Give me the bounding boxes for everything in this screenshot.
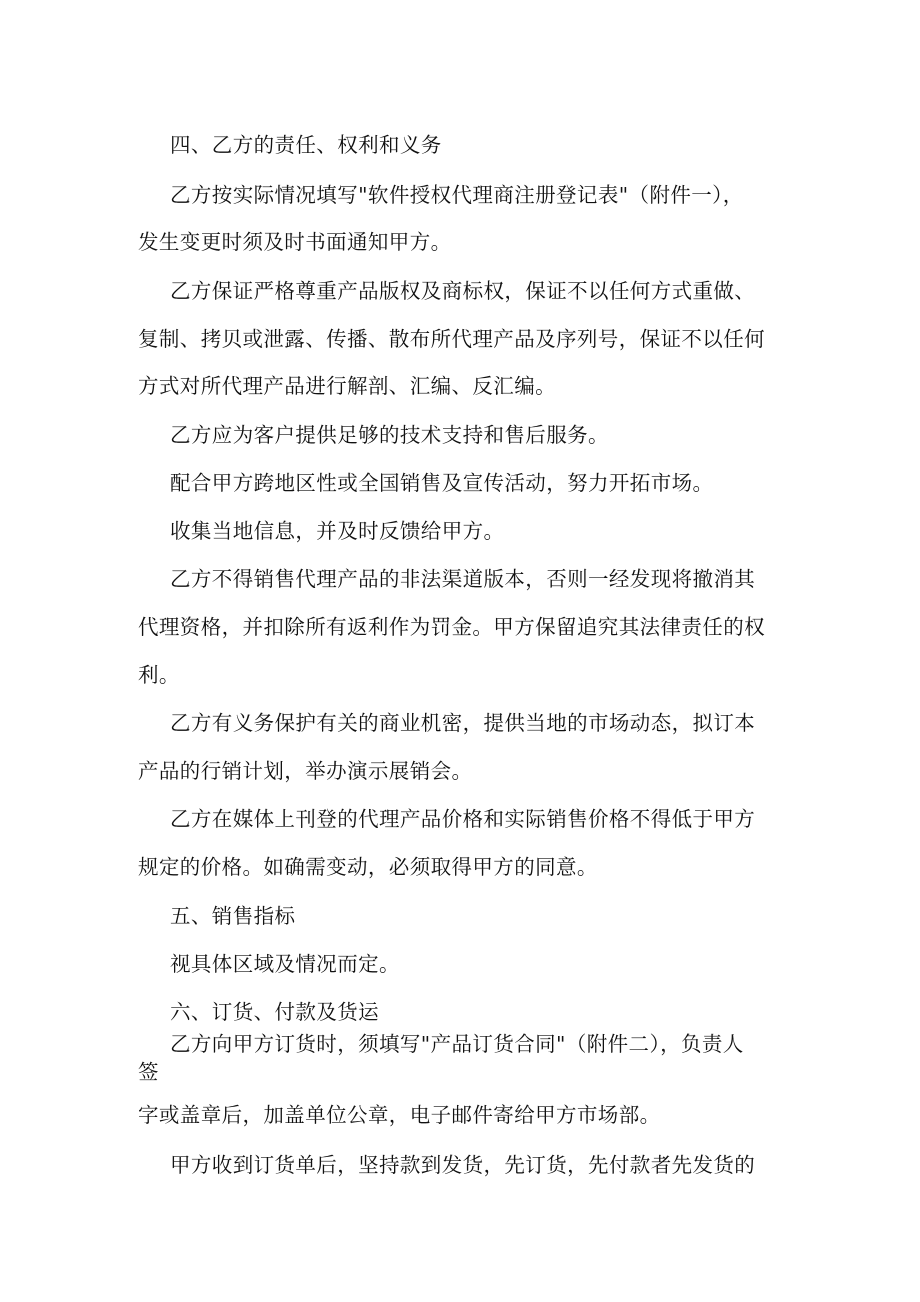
paragraph-line: 乙方保证严格尊重产品版权及商标权，保证不以任何方式重做、 (170, 279, 756, 303)
paragraph-line: 代理资格，并扣除所有返利作为罚金。甲方保留追究其法律责任的权 (138, 615, 765, 639)
paragraph-line: 乙方有义务保护有关的商业机密，提供当地的市场动态，拟订本 (170, 711, 756, 735)
paragraph-line: 签 (138, 1060, 159, 1084)
section-heading-4: 四、乙方的责任、权利和义务 (170, 133, 442, 157)
paragraph-line: 方式对所代理产品进行解剖、汇编、反汇编。 (138, 374, 556, 398)
paragraph-line: 收集当地信息，并及时反馈给甲方。 (170, 519, 505, 543)
section-heading-6: 六、订货、付款及货运 (170, 1000, 379, 1024)
paragraph-line: 配合甲方跨地区性或全国销售及宣传活动，努力开拓市场。 (170, 471, 714, 495)
paragraph-line: 乙方按实际情况填写"软件授权代理商注册登记表"（附件一）， (170, 183, 744, 207)
paragraph-line: 利。 (138, 663, 180, 687)
paragraph-line: 乙方在媒体上刊登的代理产品价格和实际销售价格不得低于甲方 (170, 807, 756, 831)
paragraph-line: 乙方不得销售代理产品的非法渠道版本，否则一经发现将撤消其 (170, 567, 756, 591)
paragraph-line: 规定的价格。如确需变动，必须取得甲方的同意。 (138, 855, 598, 879)
paragraph-line: 乙方应为客户提供足够的技术支持和售后服务。 (170, 423, 609, 447)
paragraph-line: 发生变更时须及时书面通知甲方。 (138, 230, 452, 254)
paragraph-line: 复制、拷贝或泄露、传播、散布所代理产品及序列号，保证不以任何 (138, 327, 765, 351)
section-heading-5: 五、销售指标 (170, 904, 296, 928)
paragraph-line: 乙方向甲方订货时，须填写"产品订货合同"（附件二），负责人 (170, 1032, 744, 1056)
paragraph-line: 甲方收到订货单后，坚持款到发货，先订货，先付款者先发货的 (170, 1153, 756, 1177)
paragraph-line: 产品的行销计划，举办演示展销会。 (138, 759, 473, 783)
paragraph-line: 视具体区域及情况而定。 (170, 952, 400, 976)
paragraph-line: 字或盖章后，加盖单位公章，电子邮件寄给甲方市场部。 (138, 1103, 661, 1127)
